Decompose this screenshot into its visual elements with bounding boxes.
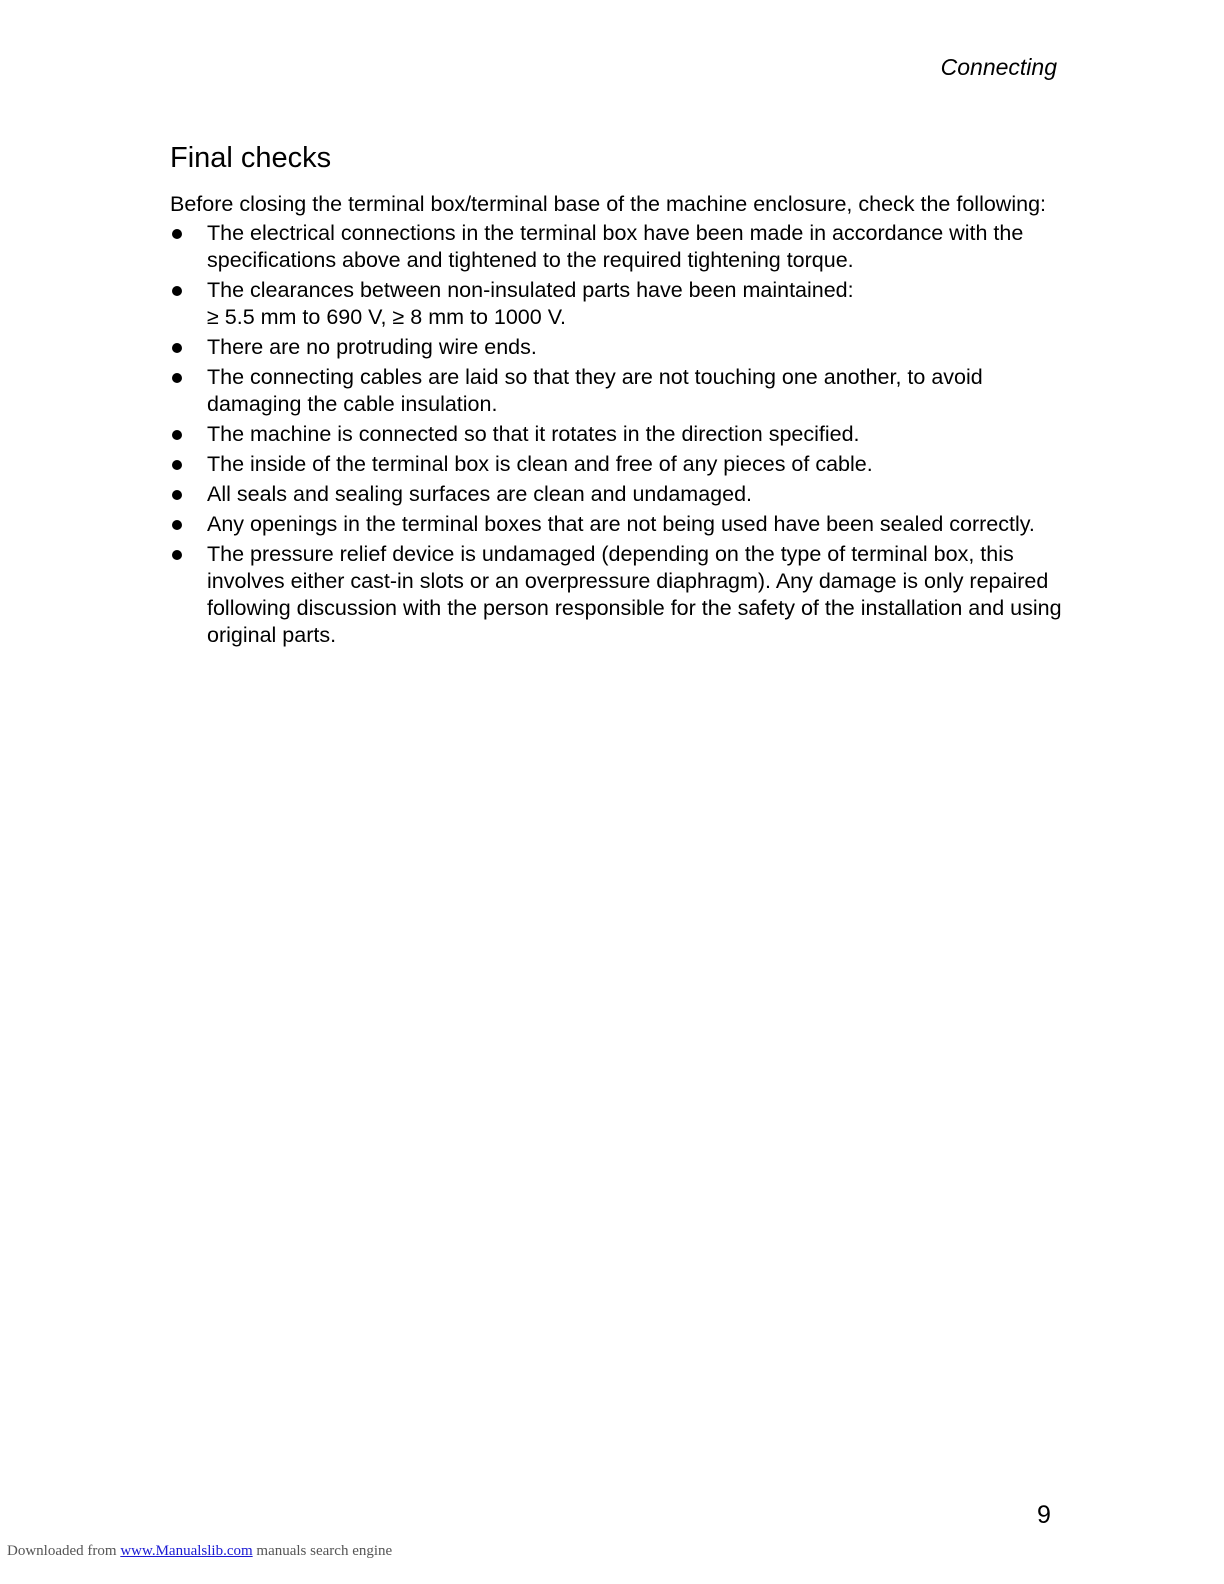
bullet-icon [172,460,182,470]
checklist-item-text: The machine is connected so that it rotates in the direction specified. [207,422,860,446]
bullet-icon [172,520,182,530]
checklist-item [170,277,1080,331]
page-number: 9 [1037,1501,1051,1529]
checklist-item-text: The clearances between non-insulated parts have been maintained: [207,278,854,302]
checklist-item [170,220,1080,274]
checklist-item-text: The electrical connections in the terminal box have been made in accordance with the specifications above and tightened to the required tightening torque. [207,221,1024,272]
section-title: Final checks [170,142,332,174]
checklist-item [170,451,1080,478]
bullet-icon [172,490,182,500]
checklist-item-text: Any openings in the terminal boxes that are not being used have been sealed correctly. [207,512,1035,536]
checklist-item-text: There are no protruding wire ends. [207,335,537,359]
main-content [170,140,1080,652]
bullet-icon [172,430,182,440]
checklist-item [170,541,1080,649]
bullet-icon [172,343,182,353]
bullet-icon [172,286,182,296]
checklist-item-subtext: ≥ 5.5 mm to 690 V, ≥ 8 mm to 1000 V. [207,305,567,329]
checklist-item [170,421,1080,448]
checklist-item-text: The inside of the terminal box is clean and free of any pieces of cable. [207,452,873,476]
bullet-icon [172,550,182,560]
checklist-item-text: The pressure relief device is undamaged (depending on the type of terminal box, this involves either cast-in slots or an overpressure diaphragm). Any damage is only repaired following discussion with the person responsible for the safety of the installation and using original parts. [207,542,1062,647]
checklist-item [170,334,1080,361]
checklist-item [170,511,1080,538]
checklist-item-text: All seals and sealing surfaces are clean and undamaged. [207,482,753,506]
intro-paragraph: Before closing the terminal box/terminal base of the machine enclosure, check the following: [170,192,1046,216]
checklist-item-text: The connecting cables are laid so that they are not touching one another, to avoid damaging the cable insulation. [207,365,983,416]
checklist [170,220,1080,649]
checklist-item [170,364,1080,418]
bullet-icon [172,373,182,383]
bullet-icon [172,229,182,239]
footer-prefix: Downloaded from [7,1543,117,1559]
footer-suffix: manuals search engine [256,1543,393,1559]
download-footer [7,1542,392,1560]
checklist-item [170,481,1080,508]
running-header: Connecting [940,54,1057,80]
manualslib-link[interactable]: www.Manualslib.com [120,1543,253,1559]
